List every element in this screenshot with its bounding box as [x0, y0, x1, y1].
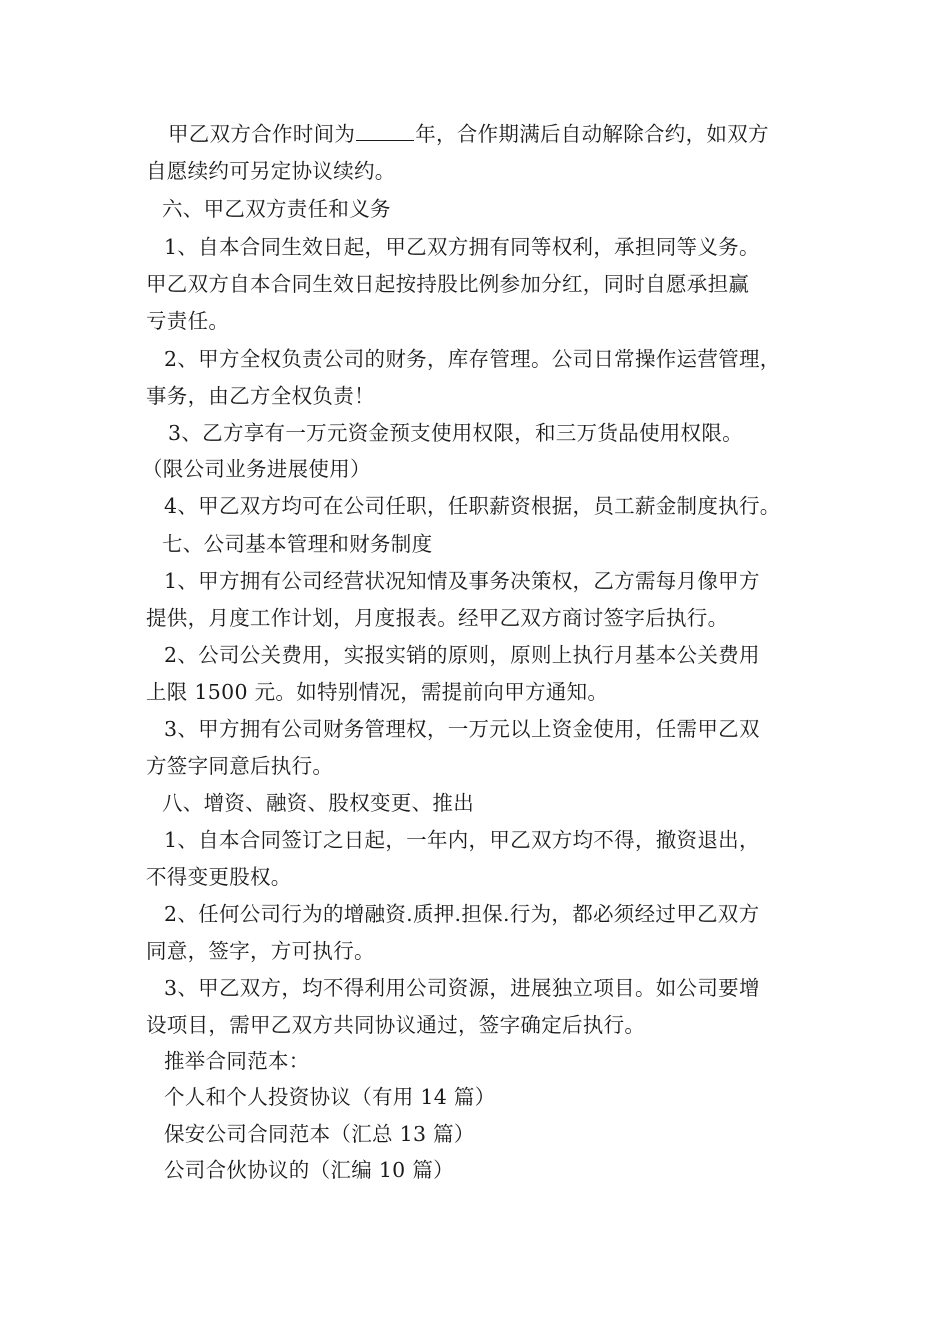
recommend-link[interactable]: 公司合伙协议的（汇编 10 篇） [164, 1158, 454, 1182]
paragraph-line: 自愿续约可另定协议续约。 [146, 159, 396, 183]
paragraph-line: 上限 1500 元。如特别情况，需提前向甲方通知。 [146, 680, 609, 704]
paragraph-line [168, 120, 769, 148]
paragraph-line: 事务，由乙方全权负责！ [146, 384, 375, 408]
section-heading: 六、甲乙双方责任和义务 [162, 197, 391, 221]
paragraph-line: 2、任何公司行为的增融资.质押.担保.行为，都必须经过甲乙双方 [164, 902, 760, 926]
paragraph-line: （限公司业务进展使用） [142, 457, 371, 481]
recommend-heading: 推举合同范本： [164, 1049, 310, 1073]
paragraph-line: 3、乙方享有一万元资金预支使用权限，和三万货品使用权限。 [168, 421, 743, 445]
paragraph-line: 2、甲方全权负责公司的财务，库存管理。公司日常操作运营管理， [164, 347, 781, 371]
paragraph-line: 1、自本合同生效日起，甲乙双方拥有同等权利，承担同等义务。 [164, 235, 760, 259]
text-segment: 年，合作期满后自动解除合约，如双方 [415, 122, 769, 146]
section-heading: 七、公司基本管理和财务制度 [162, 532, 433, 556]
section-heading: 八、增资、融资、股权变更、推出 [162, 791, 474, 815]
paragraph-line: 1、自本合同签订之日起，一年内，甲乙双方均不得，撤资退出， [164, 828, 760, 852]
paragraph-line: 3、甲乙双方，均不得利用公司资源，进展独立项目。如公司要增 [164, 976, 760, 1000]
text-segment: 甲乙双方合作时间为 [168, 122, 356, 146]
paragraph-line: 甲乙双方自本合同生效日起按持股比例参加分红，同时自愿承担赢 [146, 272, 750, 296]
paragraph-line: 设项目，需甲乙双方共同协议通过，签字确定后执行。 [146, 1013, 646, 1037]
paragraph-line: 1、甲方拥有公司经营状况知情及事务决策权，乙方需每月像甲方 [164, 569, 760, 593]
paragraph-line: 方签字同意后执行。 [146, 754, 334, 778]
paragraph-line: 4、甲乙双方均可在公司任职，任职薪资根据，员工薪金制度执行。 [164, 494, 781, 518]
paragraph-line: 2、公司公关费用，实报实销的原则，原则上执行月基本公关费用 [164, 643, 760, 667]
paragraph-line: 3、甲方拥有公司财务管理权，一万元以上资金使用，任需甲乙双 [164, 717, 760, 741]
paragraph-line: 提供，月度工作计划，月度报表。经甲乙双方商讨签字后执行。 [146, 606, 729, 630]
paragraph-line: 同意，签字，方可执行。 [146, 939, 375, 963]
blank-field [356, 120, 414, 141]
recommend-link[interactable]: 保安公司合同范本（汇总 13 篇） [164, 1122, 475, 1146]
recommend-link[interactable]: 个人和个人投资协议（有用 14 篇） [164, 1085, 496, 1109]
paragraph-line: 不得变更股权。 [146, 865, 292, 889]
paragraph-line: 亏责任。 [146, 309, 230, 333]
